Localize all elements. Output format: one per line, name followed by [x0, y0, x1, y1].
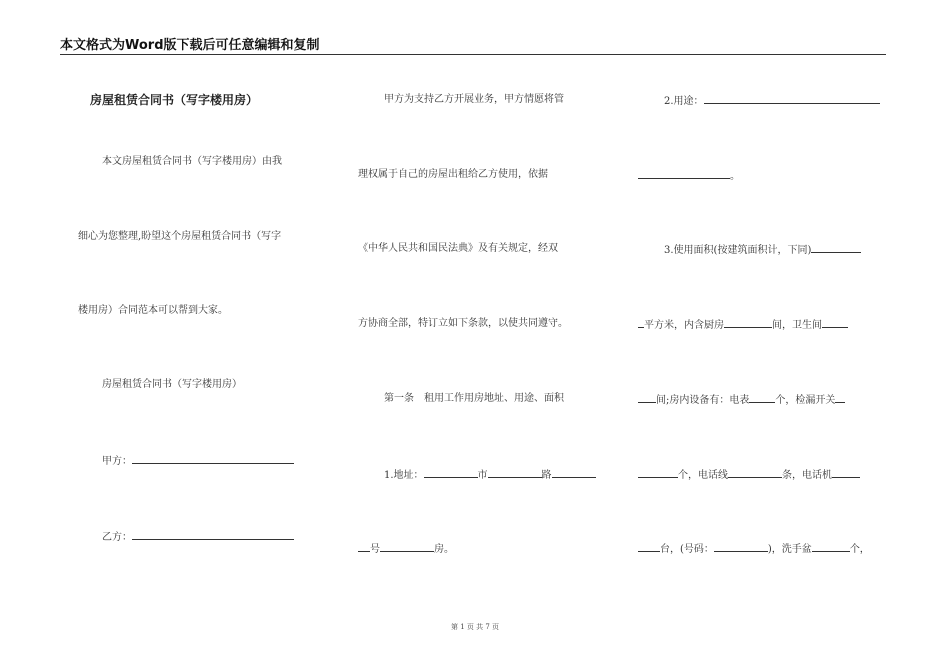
document-header — [60, 34, 886, 55]
switch-blank — [835, 392, 845, 403]
col2-line-2: 理权属于自己的房屋出租给乙方使用，依据 — [358, 169, 548, 180]
phone-blank — [832, 467, 860, 478]
area-label: 3.使用面积(按建筑面积计，下同) — [664, 245, 812, 256]
address-line — [384, 467, 596, 483]
col2-line-4: 方协商全部，特订立如下条款，以使共同遵守。 — [358, 318, 568, 329]
kitchen-line — [638, 317, 848, 333]
area-blank — [811, 242, 861, 253]
party-b-line — [102, 529, 294, 545]
bathroom-label: 间，卫生间 — [772, 320, 822, 331]
sink-label: )，洗手盆 — [767, 544, 812, 555]
phone-number-line — [638, 541, 870, 557]
party-a-label: 甲方： — [102, 456, 132, 467]
bathroom-blank — [822, 317, 848, 328]
phone-line-label: 个，电话线 — [678, 470, 728, 481]
city-blank — [424, 467, 478, 478]
kitchen-blank — [724, 317, 772, 328]
switch-count-blank — [638, 467, 678, 478]
phone-number-blank — [714, 541, 768, 552]
sink-blank — [812, 541, 850, 552]
road-label: 路 — [541, 470, 552, 481]
usage-blank-cont — [638, 168, 730, 179]
bathroom-count-blank — [638, 392, 656, 403]
sqm-kitchen-label: 平方米，内含厨房 — [644, 320, 724, 331]
usage-line — [664, 93, 880, 109]
meter-line — [638, 392, 845, 408]
number-blank — [358, 541, 370, 552]
sink-unit: 个， — [849, 544, 870, 555]
usage-period: 。 — [730, 171, 740, 182]
road-blank — [488, 467, 542, 478]
area-line — [664, 242, 861, 258]
page-footer: 第 1 页 共 7 页 — [450, 623, 500, 631]
phone-line-line — [638, 467, 860, 483]
road-number-blank — [552, 467, 596, 478]
intro-line-2: 细心为您整理,盼望这个房屋租赁合同书（写字 — [78, 231, 282, 242]
header-text: 本文格式为Word版下载后可任意编辑和复制 — [60, 38, 320, 53]
party-b-blank — [132, 529, 294, 540]
number-sink-label: 台，(号码： — [660, 544, 714, 555]
col2-line-3: 《中华人民共和国民法典》及有关规定，经双 — [358, 243, 558, 254]
article-one-heading: 第一条 租用工作用房地址、用途、面积 — [384, 393, 564, 404]
room-blank — [380, 541, 434, 552]
phone-line-blank — [728, 467, 782, 478]
party-a-blank — [132, 453, 294, 464]
meter-label: 间;房内设备有：电表 — [656, 395, 750, 406]
number-label: 号 — [370, 544, 380, 555]
room-label: 房。 — [434, 544, 454, 555]
phone-count-blank — [638, 541, 660, 552]
house-number-line — [358, 541, 454, 557]
usage-line-cont — [638, 168, 740, 184]
intro-line-1: 本文房屋租赁合同书（写字楼用房）由我 — [102, 156, 282, 167]
phone-label: 条，电话机 — [782, 470, 832, 481]
col2-line-1: 甲方为支持乙方开展业务，甲方情愿将管 — [384, 94, 564, 105]
city-label: 市 — [477, 470, 488, 481]
address-label: 1.地址： — [384, 470, 424, 481]
usage-label: 2.用途： — [664, 96, 704, 107]
document-title: 房屋租赁合同书（写字楼用房） — [90, 93, 259, 107]
switch-label: 个，检漏开关 — [775, 395, 836, 406]
intro-line-3: 楼用房）合同范本可以帮到大家。 — [78, 305, 228, 316]
party-b-label: 乙方： — [102, 532, 132, 543]
contract-subtitle: 房屋租赁合同书（写字楼用房） — [102, 379, 242, 390]
usage-blank — [704, 93, 880, 104]
meter-blank — [749, 392, 775, 403]
party-a-line — [102, 453, 294, 469]
